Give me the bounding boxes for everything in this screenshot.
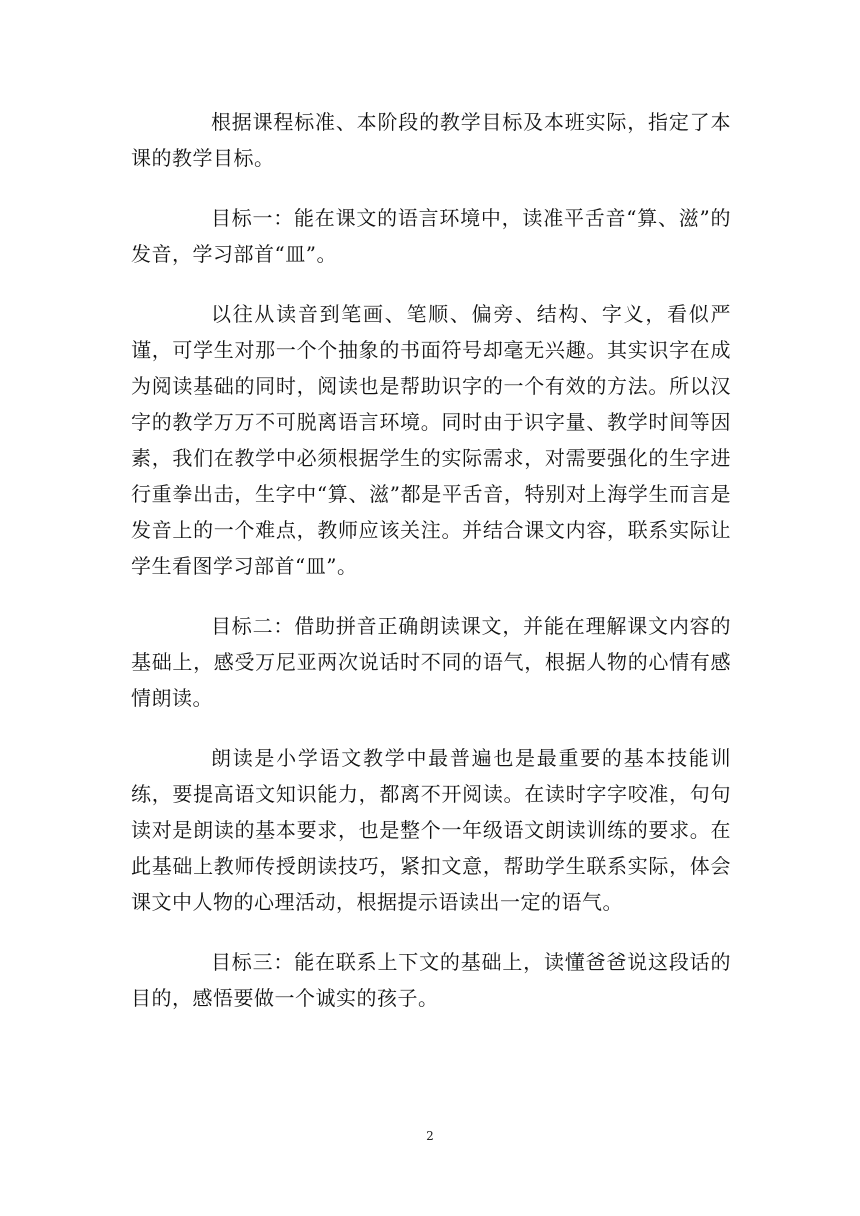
paragraph-goal-two: 目标二：借助拼音正确朗读课文，并能在理解课文内容的基础上，感受万尼亚两次说话时不同的语气，根据人物的心情有感情朗读。 bbox=[131, 614, 731, 710]
paragraph-intro: 根据课程标准、本阶段的教学目标及本班实际，指定了本课的教学目标。 bbox=[131, 110, 731, 170]
page-body bbox=[131, 104, 731, 1040]
paragraph-goal-three: 目标三：能在联系上下文的基础上，读懂爸爸说这段话的目的，感悟要做一个诚实的孩子。 bbox=[131, 950, 731, 1010]
paragraph-goal-one-explanation: 以往从读音到笔画、笔顺、偏旁、结构、字义，看似严谨，可学生对那一个个抽象的书面符号却毫无兴趣。其实识字在成为阅读基础的同时，阅读也是帮助识字的一个有效的方法。所以汉字的教学万万不可脱离语言环境。同时由于识字量、教学时间等因素，我们在教学中必须根据学生的实际需求，对需要强化的生字进行重拳出击，生字中“算、滋”都是平舌音，特别对上海学生而言是发音上的一个难点，教师应该关注。并结合课文内容，联系实际让学生看图学习部首“皿”。 bbox=[131, 302, 731, 578]
page-number: 2 bbox=[426, 1129, 434, 1143]
paragraph-goal-two-explanation: 朗读是小学语文教学中最普遍也是最重要的基本技能训练，要提高语文知识能力，都离不开阅读。在读时字字咬准，句句读对是朗读的基本要求，也是整个一年级语文朗读训练的要求。在此基础上教师传授朗读技巧，紧扣文意，帮助学生联系实际，体会课文中人物的心理活动，根据提示语读出一定的语气。 bbox=[131, 746, 731, 914]
paragraph-goal-one: 目标一：能在课文的语言环境中，读准平舌音“算、滋”的发音，学习部首“皿”。 bbox=[131, 206, 731, 266]
